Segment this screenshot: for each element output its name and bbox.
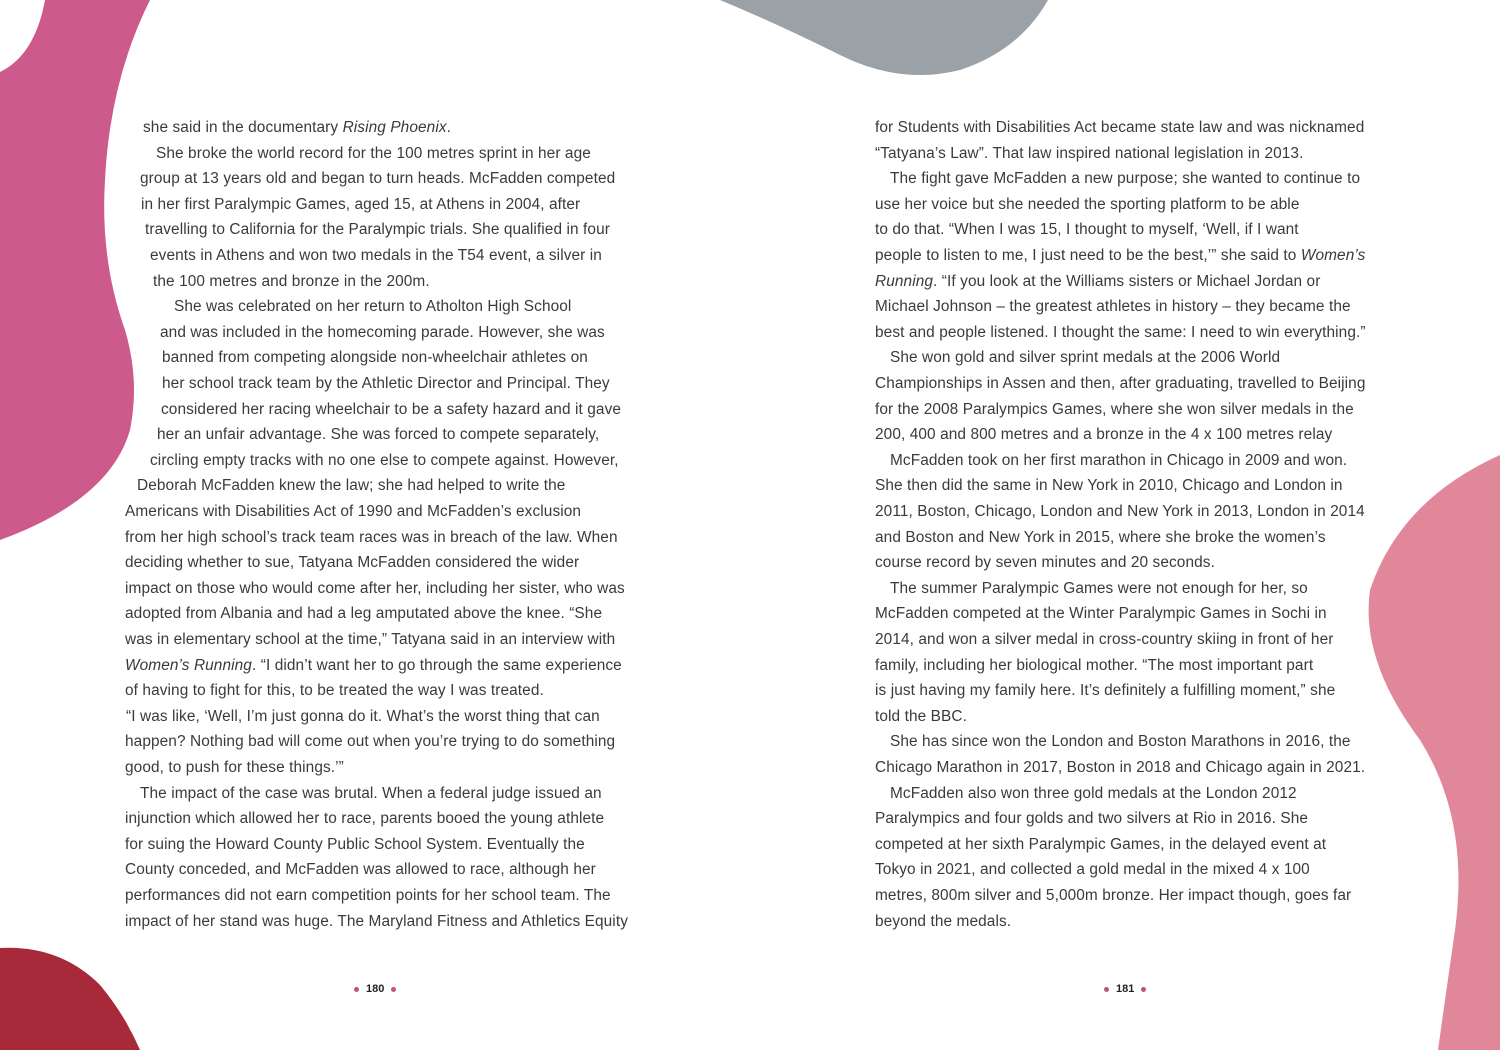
text-line	[875, 528, 1326, 548]
text-segment: McFadden took on her first marathon in Chicago in 2009 and won.	[890, 451, 1348, 469]
text-segment: circling empty tracks with no one else to compete against. However,	[150, 451, 619, 469]
text-line	[125, 528, 618, 548]
text-line	[875, 758, 1365, 778]
text-segment: 2014, and won a silver medal in cross-country skiing in front of her	[875, 631, 1334, 648]
text-line	[125, 860, 596, 880]
text-segment: “Tatyana’s Law”. That law inspired national legislation in 2013.	[875, 144, 1304, 162]
text-line	[125, 758, 344, 778]
text-line	[174, 297, 571, 317]
text-line	[875, 195, 1300, 215]
text-line	[875, 912, 1011, 932]
text-line	[875, 553, 1215, 573]
text-line	[875, 220, 1299, 240]
text-segment: she said in the documentary	[143, 119, 343, 136]
folio-dot-icon	[391, 987, 396, 992]
text-line	[137, 476, 565, 496]
text-segment: The fight gave McFadden a new purpose; she wanted to continue to	[890, 170, 1361, 188]
text-segment: people to listen to me, I just need to be the best,’” she said to	[875, 247, 1301, 264]
text-segment: She then did the same in New York in 2010, Chicago and London in	[875, 477, 1343, 495]
italic-title: Women’s	[1300, 247, 1366, 264]
text-line	[890, 784, 1297, 804]
salmon-blob	[1369, 455, 1500, 1050]
text-segment: was in elementary school at the time,” Tatyana said in an interview with	[125, 631, 616, 648]
text-line	[875, 400, 1354, 420]
text-segment: The impact of the case was brutal. When a federal judge issued an	[140, 784, 602, 802]
text-segment: for suing the Howard County Public School System. Eventually the	[125, 835, 585, 853]
text-segment: her an unfair advantage. She was forced to compete separately,	[157, 426, 600, 444]
text-segment: considered her racing wheelchair to be a safety hazard and it gave	[161, 400, 622, 418]
text-segment: to do that. “When I was 15, I thought to myself, ‘Well, if I want	[875, 221, 1299, 239]
text-line	[875, 425, 1332, 445]
text-line	[125, 835, 585, 855]
text-line	[141, 195, 580, 215]
dark-red-blob	[0, 948, 140, 1050]
text-segment: She won gold and silver sprint medals at the 2006 World	[890, 349, 1281, 367]
text-line	[125, 809, 604, 829]
text-line	[125, 553, 579, 573]
text-line	[156, 144, 591, 164]
text-line	[890, 732, 1351, 752]
text-segment: use her voice but she needed the sporting platform to be able	[875, 195, 1300, 213]
text-line	[125, 604, 602, 624]
text-segment: impact of her stand was huge. The Maryland Fitness and Athletics Equity	[125, 912, 628, 930]
text-segment: good, to push for these things.’”	[125, 759, 344, 776]
text-segment: The summer Paralympic Games were not enough for her, so	[890, 579, 1308, 597]
text-line	[875, 246, 1365, 266]
text-segment: happen? Nothing bad will come out when you’re trying to do something	[125, 733, 616, 751]
text-line	[125, 912, 628, 932]
text-segment: .	[446, 119, 452, 136]
text-line	[125, 630, 615, 650]
text-line	[125, 579, 625, 599]
text-segment: Americans with Disabilities Act of 1990 and McFadden’s exclusion	[125, 503, 582, 520]
text-line	[875, 630, 1333, 650]
text-segment: in her first Paralympic Games, aged 15, at Athens in 2004, after	[141, 195, 581, 213]
text-segment: Paralympics and four golds and two silvers at Rio in 2016. She	[875, 810, 1309, 828]
text-line	[890, 579, 1308, 599]
text-line	[150, 451, 619, 471]
text-line	[875, 118, 1364, 138]
text-line	[153, 272, 430, 292]
text-segment: events in Athens and won two medals in the T54 event, a silver in	[150, 247, 602, 264]
text-segment: “I was like, ‘Well, I’m just gonna do it. What’s the worst thing that can	[126, 707, 600, 725]
text-segment: injunction which allowed her to race, parents booed the young athlete	[125, 810, 605, 828]
text-line	[125, 656, 622, 676]
text-line	[890, 169, 1360, 189]
text-line	[875, 886, 1351, 906]
text-line	[162, 348, 588, 368]
folio-dot-icon	[1141, 987, 1146, 992]
text-segment: beyond the medals.	[875, 912, 1012, 930]
text-line	[126, 707, 600, 727]
text-segment: She was celebrated on her return to Atholton High School	[174, 298, 572, 316]
text-line	[890, 348, 1280, 368]
text-segment: McFadden also won three gold medals at the London 2012	[890, 784, 1297, 802]
text-segment: her school track team by the Athletic Director and Principal. They	[162, 375, 610, 392]
text-segment: of having to fight for this, to be treated the way I was treated.	[125, 682, 544, 700]
text-line	[875, 144, 1303, 164]
italic-title: Running	[875, 272, 934, 290]
text-segment: . “I didn’t want her to go through the same experience	[251, 656, 622, 674]
text-segment: and was included in the homecoming parade. However, she was	[160, 323, 605, 341]
text-line	[875, 707, 967, 727]
page-number-text: 181	[1116, 983, 1135, 995]
text-segment: metres, 800m silver and 5,000m bronze. Her impact though, goes far	[875, 887, 1352, 904]
text-line	[125, 732, 615, 752]
text-line	[125, 502, 581, 522]
text-segment: County conceded, and McFadden was allowed to race, although her	[125, 861, 596, 879]
text-segment: . “If you look at the Williams sisters or Michael Jordan or	[933, 272, 1321, 290]
text-segment: the 100 metres and bronze in the 200m.	[153, 272, 430, 290]
text-segment: told the BBC.	[875, 707, 967, 725]
text-segment: and Boston and New York in 2015, where she broke the women’s	[875, 528, 1326, 546]
text-line	[875, 374, 1366, 394]
text-segment: 2011, Boston, Chicago, London and New York in 2013, London in 2014	[875, 503, 1365, 520]
text-segment: Tokyo in 2021, and collected a gold medal in the mixed 4 x 100	[875, 861, 1310, 879]
text-segment: McFadden competed at the Winter Paralympic Games in Sochi in	[875, 605, 1327, 623]
text-line	[157, 425, 599, 445]
text-segment: performances did not earn competition points for her school team. The	[125, 887, 611, 904]
text-segment: for the 2008 Paralympics Games, where she won silver medals in the	[875, 400, 1354, 418]
text-segment: Michael Johnson – the greatest athletes in history – they became the	[875, 298, 1351, 316]
text-line	[150, 246, 602, 266]
text-segment: group at 13 years old and began to turn heads. McFadden competed	[140, 170, 616, 188]
text-segment: family, including her biological mother. “The most important part	[875, 656, 1314, 674]
text-segment: is just having my family here. It’s definitely a fulfilling moment,” she	[875, 682, 1336, 700]
gray-blob	[720, 0, 1048, 75]
text-line	[890, 451, 1347, 471]
text-line	[875, 681, 1335, 701]
text-line	[875, 835, 1326, 855]
text-segment: adopted from Albania and had a leg amputated above the knee. “She	[125, 605, 603, 623]
text-segment: She broke the world record for the 100 metres sprint in her age	[156, 144, 591, 162]
text-segment: course record by seven minutes and 20 seconds.	[875, 554, 1215, 572]
text-segment: competed at her sixth Paralympic Games, in the delayed event at	[875, 835, 1327, 853]
text-line	[140, 169, 615, 189]
text-line	[875, 297, 1351, 317]
text-segment: best and people listened. I thought the same: I need to win everything.”	[875, 323, 1366, 341]
page-number-text: 180	[366, 983, 385, 995]
text-segment: for Students with Disabilities Act became state law and was nicknamed	[875, 119, 1365, 136]
text-line	[875, 272, 1320, 292]
text-segment: impact on those who would come after her, including her sister, who was	[125, 579, 625, 597]
text-segment: Deborah McFadden knew the law; she had helped to write the	[137, 477, 566, 495]
italic-title: Rising Phoenix	[342, 119, 447, 136]
text-line	[875, 860, 1310, 880]
magenta-blob	[0, 0, 150, 540]
text-segment: 200, 400 and 800 metres and a bronze in the 4 x 100 metres relay	[875, 426, 1333, 444]
text-line	[160, 323, 605, 343]
text-line	[875, 656, 1313, 676]
right-page-number	[1104, 983, 1146, 995]
text-segment: deciding whether to sue, Tatyana McFadden considered the wider	[125, 554, 580, 572]
italic-title: Women’s Running	[125, 656, 252, 674]
text-line	[161, 400, 621, 420]
text-segment: She has since won the London and Boston Marathons in 2016, the	[890, 733, 1351, 751]
text-segment: Chicago Marathon in 2017, Boston in 2018 and Chicago again in 2021.	[875, 759, 1366, 776]
text-line	[125, 681, 544, 701]
text-line	[145, 220, 610, 240]
text-line	[875, 476, 1343, 496]
text-line	[162, 374, 610, 394]
text-segment: travelling to California for the Paralympic trials. She qualified in four	[145, 221, 610, 239]
folio-dot-icon	[1104, 987, 1109, 992]
text-segment: banned from competing alongside non-wheelchair athletes on	[162, 349, 588, 367]
text-line	[125, 886, 611, 906]
text-line	[143, 118, 451, 138]
text-line	[875, 809, 1308, 829]
text-segment: Championships in Assen and then, after graduating, travelled to Beijing	[875, 375, 1366, 392]
text-segment: from her high school’s track team races was in breach of the law. When	[125, 528, 618, 546]
text-line	[875, 604, 1327, 624]
left-page-number	[354, 983, 396, 995]
text-line	[875, 323, 1366, 343]
folio-dot-icon	[354, 987, 359, 992]
text-line	[140, 784, 602, 804]
text-line	[875, 502, 1365, 522]
